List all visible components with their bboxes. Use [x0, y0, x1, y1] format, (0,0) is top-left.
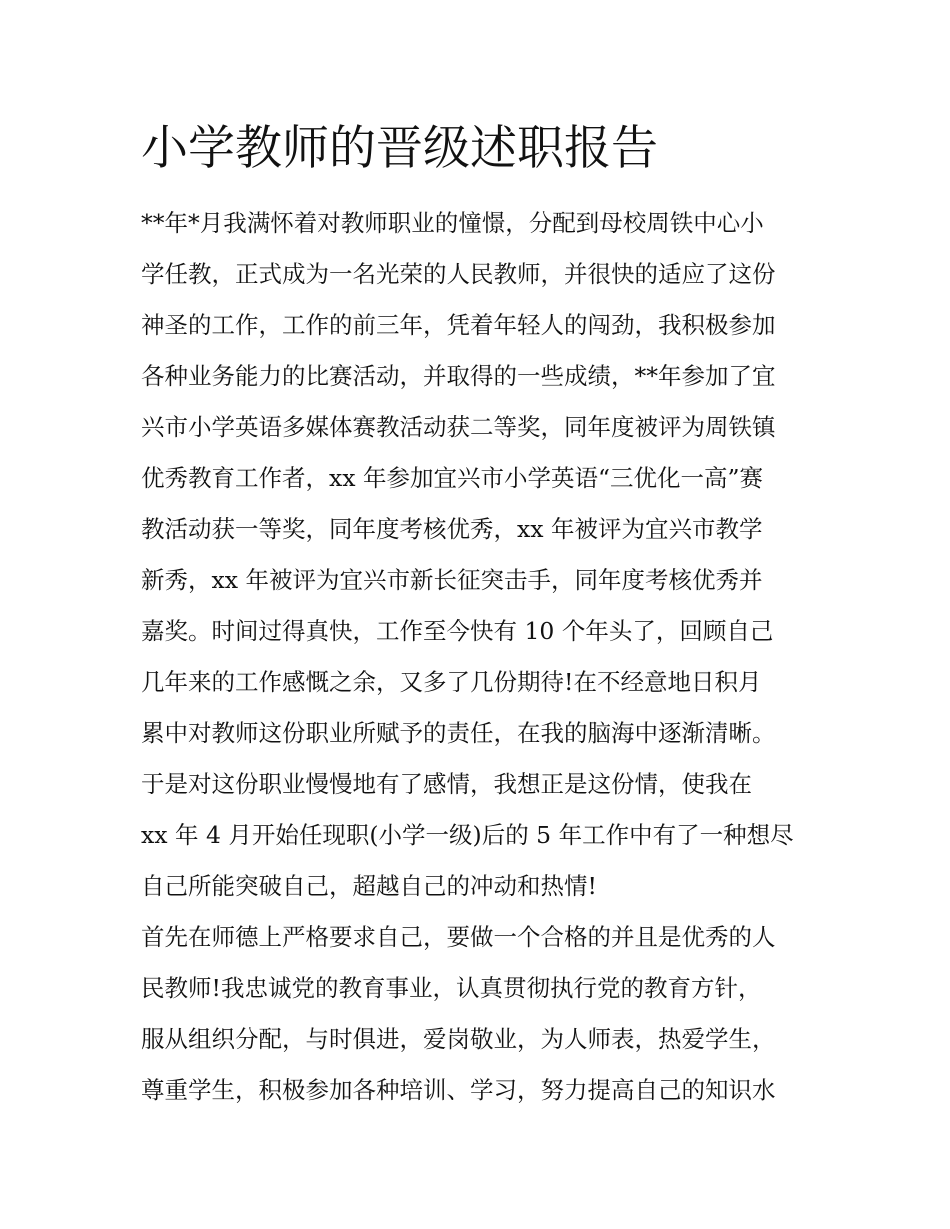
- paragraph-line: 几年来的工作感慨之余，又多了几份期待!在不经意地日积月: [141, 668, 762, 696]
- paragraph-line: 神圣的工作，工作的前三年，凭着年轻人的闯劲，我积极参加: [141, 311, 776, 339]
- paragraph-line: 嘉奖。时间过得真快，工作至今快有 10 个年头了，回顾自己: [141, 617, 774, 645]
- paragraph-line: 各种业务能力的比赛活动，并取得的一些成绩，**年参加了宜: [141, 362, 776, 390]
- document-content: [141, 114, 821, 1116]
- paragraph-line: 优秀教育工作者，xx 年参加宜兴市小学英语“三优化一高”赛: [141, 464, 764, 492]
- paragraph-line: 民教师!我忠诚党的教育事业，认真贯彻执行党的教育方针，: [141, 974, 762, 1002]
- paragraph-line: 教活动获一等奖，同年度考核优秀，xx 年被评为宜兴市教学: [141, 515, 763, 543]
- paragraph-line: 自己所能突破自己，超越自己的冲动和热情!: [141, 872, 597, 900]
- paragraph-line: 学任教，正式成为一名光荣的人民教师，并很快的适应了这份: [141, 260, 776, 288]
- paragraph-line: 首先在师德上严格要求自己，要做一个合格的并且是优秀的人: [141, 923, 776, 951]
- paragraph-line: 尊重学生，积极参加各种培训、学习，努力提高自己的知识水: [141, 1076, 776, 1104]
- paragraph-line: 兴市小学英语多媒体赛教活动获二等奖，同年度被评为周铁镇: [141, 413, 776, 441]
- paragraph-2: [141, 912, 821, 1116]
- paragraph-line: 新秀，xx 年被评为宜兴市新长征突击手，同年度考核优秀并: [141, 566, 763, 594]
- paragraph-line: **年*月我满怀着对教师职业的憧憬，分配到母校周铁中心小: [141, 209, 764, 237]
- paragraph-line: 于是对这份职业慢慢地有了感情，我想正是这份情，使我在: [141, 770, 752, 798]
- paragraph-line: 服从组织分配，与时俱进，爱岗敬业，为人师表，热爱学生，: [141, 1025, 776, 1053]
- paragraph-1: [141, 198, 821, 912]
- paragraph-line: 累中对教师这份职业所赋予的责任，在我的脑海中逐渐清晰。: [141, 719, 776, 747]
- document-title: 小学教师的晋级述职报告: [141, 121, 658, 176]
- paragraph-line: xx 年 4 月开始任现职(小学一级)后的 5 年工作中有了一种想尽: [141, 821, 794, 849]
